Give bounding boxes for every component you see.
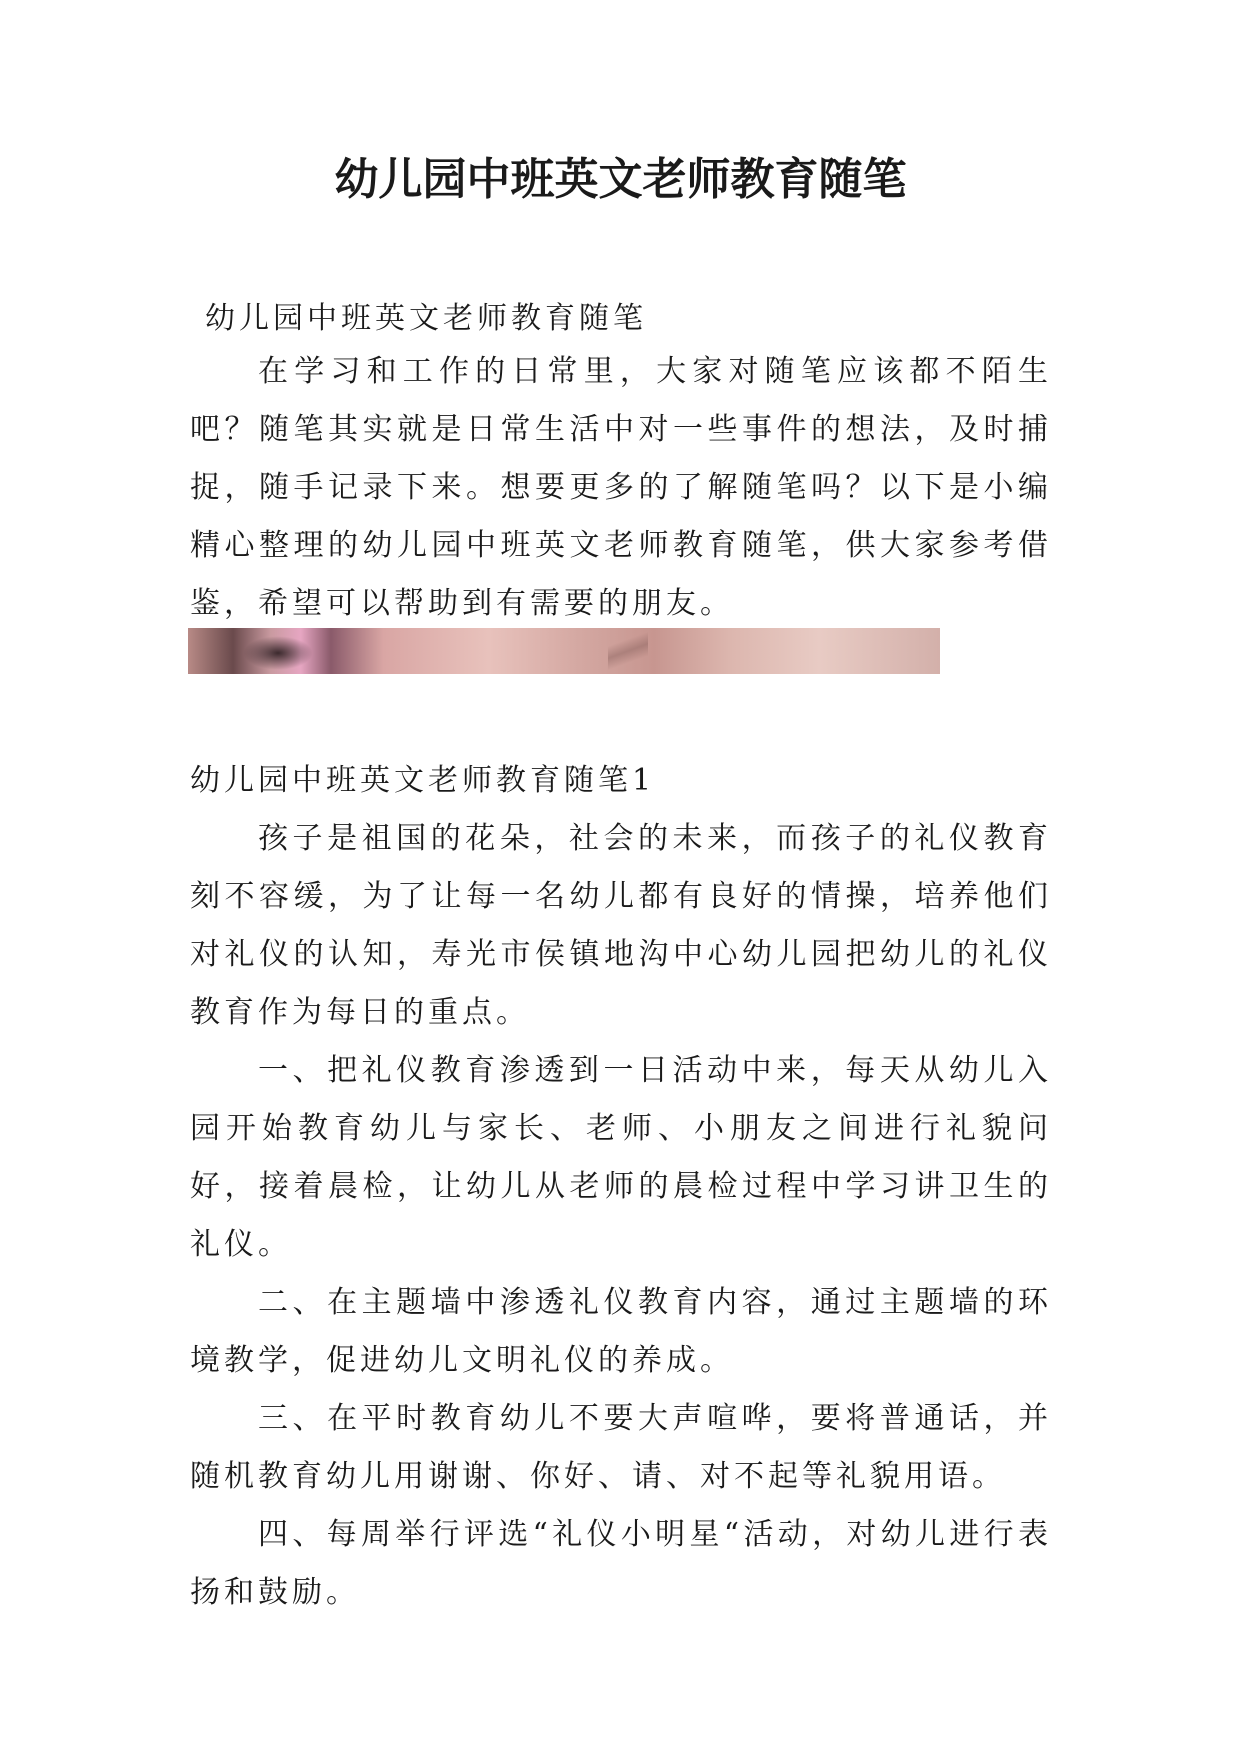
section-body	[190, 810, 1052, 1622]
section-heading: 幼儿园中班英文老师教育随笔1	[190, 763, 656, 798]
paragraph: 四、每周举行评选“礼仪小明星“活动，对幼儿进行表扬和鼓励。	[190, 1517, 1052, 1610]
intro-paragraph: 在学习和工作的日常里，大家对随笔应该都不陌生吧？随笔其实就是日常生活中对一些事件的想法，及时捕捉，随手记录下来。想要更多的了解随笔吗？以下是小编精心整理的幼儿园中班英文老师教育随笔，供大家参考借鉴，希望可以帮助到有需要的朋友。	[190, 354, 1052, 621]
document-title: 幼儿园中班英文老师教育随笔	[334, 154, 907, 205]
cropped-photo	[188, 628, 940, 674]
paragraph: 一、把礼仪教育渗透到一日活动中来，每天从幼儿入园开始教育幼儿与家长、老师、小朋友之间进行礼貌问好，接着晨检，让幼儿从老师的晨检过程中学习讲卫生的礼仪。	[190, 1053, 1052, 1262]
intro-label: 幼儿园中班英文老师教育随笔	[205, 301, 647, 336]
paragraph: 三、在平时教育幼儿不要大声喧哗，要将普通话，并随机教育幼儿用谢谢、你好、请、对不起等礼貌用语。	[190, 1401, 1052, 1494]
paragraph: 孩子是祖国的花朵，社会的未来，而孩子的礼仪教育刻不容缓，为了让每一名幼儿都有良好的情操，培养他们对礼仪的认知，寿光市侯镇地沟中心幼儿园把幼儿的礼仪教育作为每日的重点。	[190, 821, 1052, 1030]
paragraph: 二、在主题墙中渗透礼仪教育内容，通过主题墙的环境教学，促进幼儿文明礼仪的养成。	[190, 1285, 1052, 1378]
